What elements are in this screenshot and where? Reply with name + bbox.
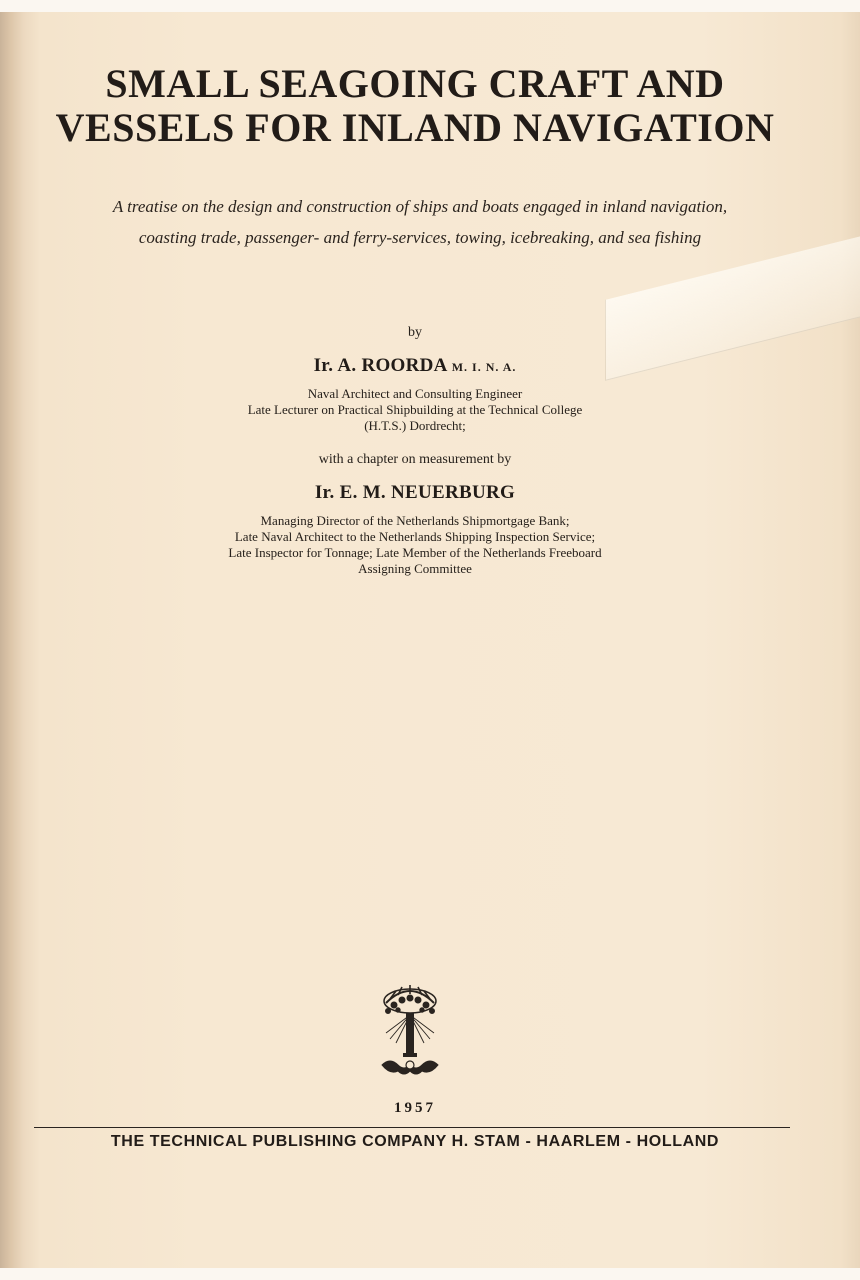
scan-top-margin: [0, 0, 860, 12]
coauthor-name: Ir. E. M. NEUERBURG: [314, 482, 516, 503]
author-role-line-2: Late Lecturer on Practical Shipbuilding at the Technical College: [247, 402, 583, 417]
coauthor-role-line-3: Late Inspector for Tonnage; Late Member of the Netherlands Freeboard: [228, 545, 602, 560]
tree-emblem-icon: [376, 985, 444, 1077]
coauthor-role-line-2: Late Naval Architect to the Netherlands Shipping Inspection Service;: [234, 529, 596, 544]
author-role-line-3: (H.T.S.) Dordrecht;: [364, 418, 466, 433]
author-credentials: M. I. N. A.: [451, 360, 517, 374]
book-title-line-1: SMALL SEAGOING CRAFT AND: [105, 61, 725, 106]
coauthor-role-line-1: Managing Director of the Netherlands Shipmortgage Bank;: [260, 513, 570, 528]
book-title-line-2: VESSELS FOR INLAND NAVIGATION: [55, 105, 775, 150]
coauthor-role-line-4: Assigning Committee: [358, 561, 472, 576]
author-name-text: Ir. A. ROORDA: [313, 355, 447, 376]
scan-bottom-margin: [0, 1268, 860, 1280]
publisher-line: THE TECHNICAL PUBLISHING COMPANY H. STAM - HAARLEM - HOLLAND: [110, 1133, 720, 1150]
chapter-credit: with a chapter on measurement by: [318, 452, 512, 467]
subtitle-line-2: coasting trade, passenger- and ferry-services, towing, icebreaking, and sea fishing: [138, 228, 702, 247]
subtitle-line-1: A treatise on the design and construction of ships and boats engaged in inland navigation,: [112, 197, 728, 216]
author-name: [0, 355, 830, 377]
divider-rule: [34, 1127, 790, 1128]
author-role-line-1: Naval Architect and Consulting Engineer: [307, 386, 523, 401]
by-label: by: [408, 325, 422, 340]
publication-year: 1957: [394, 1100, 436, 1116]
